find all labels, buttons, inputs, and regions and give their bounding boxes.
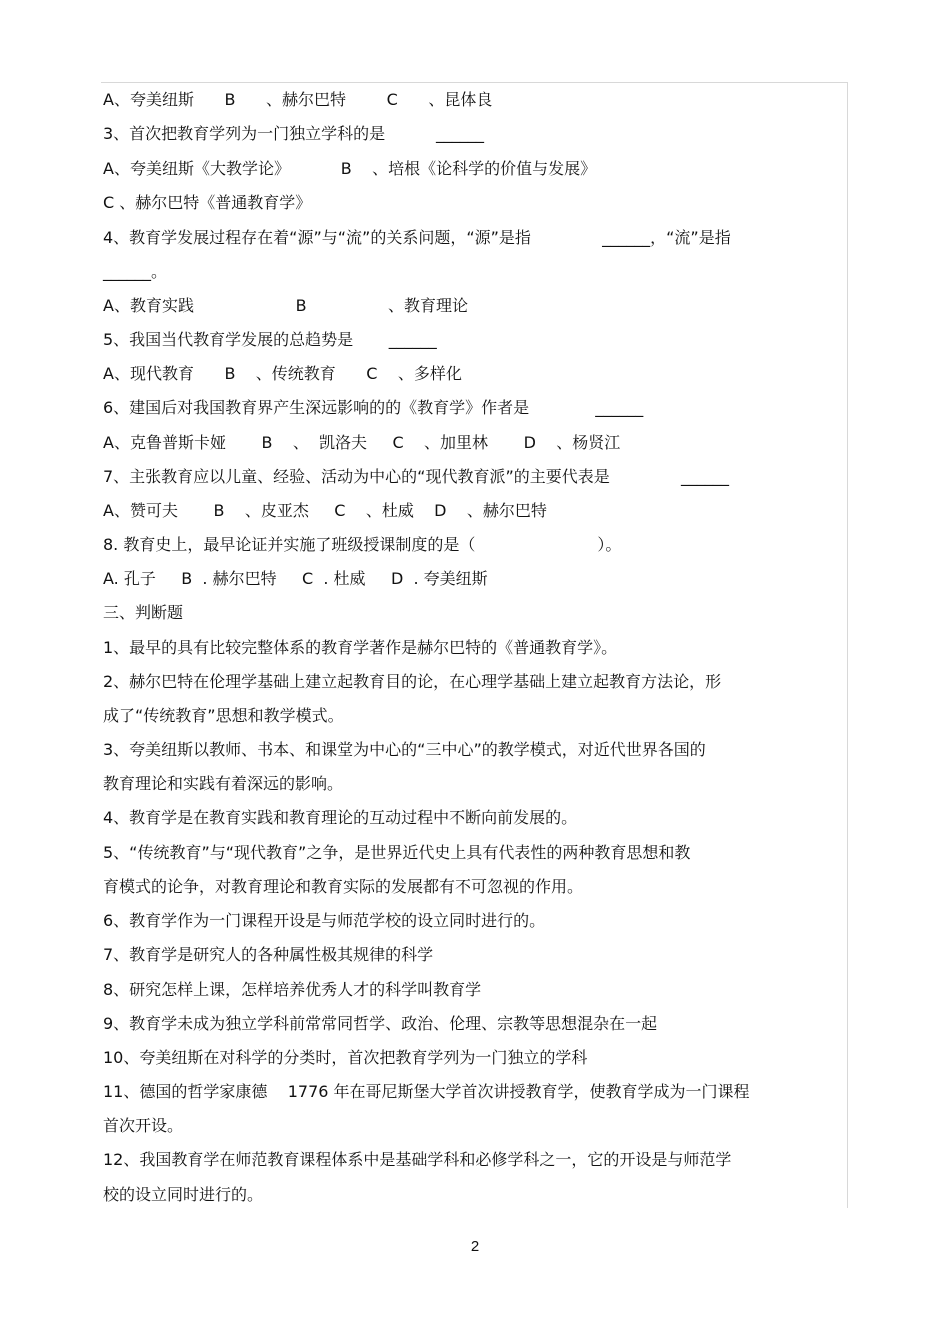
text-line: 6、建国后对我国教育界产生深远影响的的《教育学》作者是 ______ — [103, 398, 644, 417]
text-line: 3、夸美纽斯以教师、书本、和课堂为中心的“三中心”的教学模式，对近代世界各国的 — [103, 740, 706, 759]
text-line: 首次开设。 — [103, 1116, 184, 1135]
text-line: 3、首次把教育学列为一门独立学科的是 ______ — [103, 124, 485, 143]
text-line: ______。 — [103, 262, 168, 281]
text-line: 6、教育学作为一门课程开设是与师范学校的设立同时进行的。 — [103, 911, 546, 930]
text-line: A、夸美纽斯《大教学论》 B 、培根《论科学的价值与发展》 — [103, 159, 597, 178]
text-line: 7、教育学是研究人的各种属性极其规律的科学 — [103, 945, 434, 964]
text-line: 育模式的论争，对教育理论和教育实际的发展都有不可忽视的作用。 — [103, 877, 584, 896]
text-line: 2、赫尔巴特在伦理学基础上建立起教育目的论，在心理学基础上建立起教育方法论，形 — [103, 672, 722, 691]
text-line: A、夸美纽斯 B 、赫尔巴特 C 、昆体良 — [103, 90, 493, 109]
text-line: 12、我国教育学在师范教育课程体系中是基础学科和必修学科之一，它的开设是与师范学 — [103, 1150, 732, 1169]
text-line: 9、教育学未成为独立学科前常常同哲学、政治、伦理、宗教等思想混杂在一起 — [103, 1014, 658, 1033]
text-line: 4、教育学发展过程存在着“源”与“流”的关系问题，“源”是指 ______，“流”是指 — [103, 228, 731, 247]
text-line: 7、主张教育应以儿童、经验、活动为中心的“现代教育派”的主要代表是 ______ — [103, 467, 729, 486]
text-line: 5、我国当代教育学发展的总趋势是 ______ — [103, 330, 437, 349]
text-line: 教育理论和实践有着深远的影响。 — [103, 774, 344, 793]
text-line: 校的设立同时进行的。 — [103, 1185, 264, 1204]
text-line: 8. 教育史上，最早论证并实施了班级授课制度的是（ ）。 — [103, 535, 622, 554]
text-line: A、赞可夫 B 、皮亚杰 C 、杜威 D 、赫尔巴特 — [103, 501, 547, 520]
text-line: A、教育实践 B 、教育理论 — [103, 296, 469, 315]
text-line: 1、最早的具有比较完整体系的教育学著作是赫尔巴特的《普通教育学》。 — [103, 638, 618, 657]
text-line: 5、“传统教育”与“现代教育”之争，是世界近代史上具有代表性的两种教育思想和教 — [103, 843, 691, 862]
text-line: 4、教育学是在教育实践和教育理论的互动过程中不断向前发展的。 — [103, 808, 578, 827]
text-line: A. 孔子 B . 赫尔巴特 C . 杜威 D . 夸美纽斯 — [103, 569, 488, 588]
section-heading: 三、判断题 — [103, 603, 184, 622]
text-line: A、现代教育 B 、传统教育 C 、多样化 — [103, 364, 462, 383]
text-line: 成了“传统教育”思想和教学模式。 — [103, 706, 344, 725]
page-number: 2 — [470, 1238, 480, 1255]
text-line: 8、研究怎样上课，怎样培养优秀人才的科学叫教育学 — [103, 980, 482, 999]
text-line: C 、赫尔巴特《普通教育学》 — [103, 193, 312, 212]
text-line: 11、德国的哲学家康德 1776 年在哥尼斯堡大学首次讲授教育学，使教育学成为一门课程 — [103, 1082, 750, 1101]
text-line: A、克鲁普斯卡娅 B 、 凯洛夫 C 、加里林 D 、杨贤江 — [103, 433, 621, 452]
text-line: 10、夸美纽斯在对科学的分类时，首次把教育学列为一门独立的学科 — [103, 1048, 588, 1067]
